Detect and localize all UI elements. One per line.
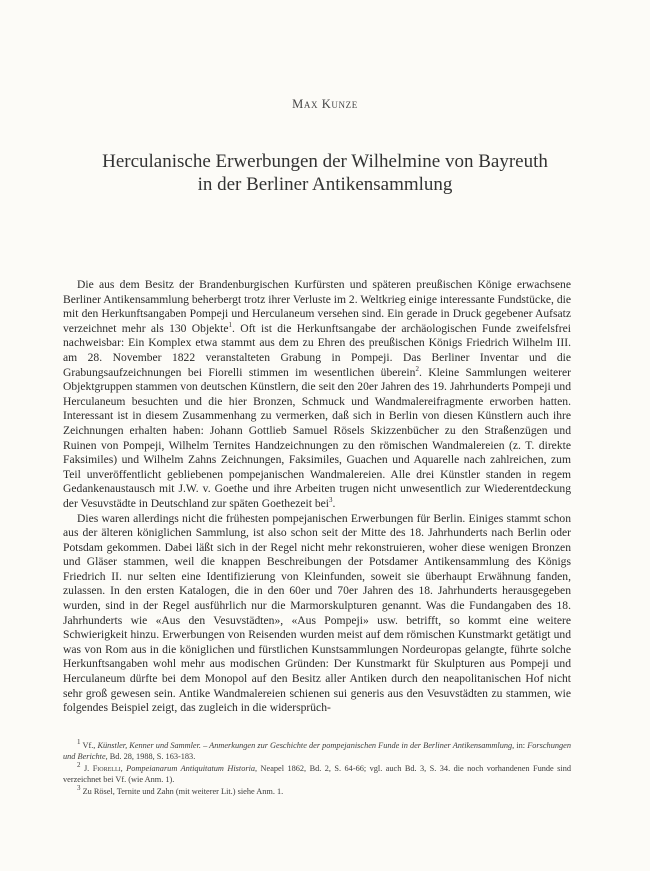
footnote-ref-2: 2 (415, 364, 419, 373)
footnote-text: J. (83, 763, 93, 773)
footnote-number: 2 (77, 761, 81, 770)
text-run: . Oft ist die Herkunftsangabe der archäologischen Funde zweifelsfrei nachweisbar: Ein Komplex etwa stammt aus dem zu Ehren des preußischen Königs Friedrich Wilhelm (63, 321, 571, 350)
footnote-2 (63, 763, 571, 786)
footnote-number: 3 (77, 783, 81, 792)
paragraph-1 (63, 278, 571, 512)
roman-numeral: II (111, 569, 119, 583)
roman-numeral: III (556, 336, 569, 350)
text-run: . am 28. November 1822 veranstalteten Grabung in Pompeji. Das Berliner Inventar und die Grabungsaufzeichnungen bei Fiorelli stimmen im wesentlichen überein (63, 336, 571, 379)
footnote-text: Künstler, Kenner und Sammler. – Anmerkungen zur Geschichte der pompejanischen Funde in der Berliner Antikensammlung (97, 741, 513, 750)
text-run: . (332, 496, 336, 510)
title-line-1: Herculanische Erwerbungen der Wilhelmine von Bayreuth (102, 151, 548, 172)
article-title (0, 150, 650, 196)
footnote-text: , Bd. 28, 1988, S. 163-183. (105, 752, 196, 762)
footnote-text: Fiorelli (92, 763, 121, 773)
footnote-text: , in: (512, 741, 528, 750)
footnote-text: Vf., (82, 741, 98, 750)
paragraph-2 (63, 512, 571, 716)
footnote-text: , (120, 763, 127, 773)
text-run: Die aus dem Besitz der Brandenburgischen Kurfürsten und späteren preußischen Könige erwachsene Berliner Antikensammlung beherbergt trotz ihrer Verluste im 2. Weltkrieg einige interessante Fundstücke, die mit den Herkunftsangaben Pompeji und Herculaneum versehen sind. Ein gerade in Druck gegebener Aufsatz verzeichnet mehr als 130 Objekte (63, 278, 571, 335)
footnote-number: 1 (77, 738, 81, 747)
text-run: . nur selten eine Identifizierung von Kleinfunden, soweit sie überhaupt Erwähnung fanden, zulassen. In den ersten Katalogen, die in den 60er und 70er Jahren des 18. Jahrhunderts herausgegeben wurden, sind in der Regel ausführlich nur die Marmorskulpturen genannt. Was die Fundangaben des 18. Jahrhunderts wie «Aus den Vesuvstädten», «Aus Pompeji» usw. betrifft, so kommt eine weitere Schwierigkeit hinzu. Erwerbungen von Reisenden wurden meist auf dem römischen Kunstmarkt getätigt und was von Rom aus in die königlichen und fürstlichen Kunstsammlungen Nordeuropas gelangte, führte solche Herkunftsangaben wohl mehr aus modischen Gründen: Der Kunstmarkt für Skulpturen aus Pompeji und Herculaneum dürfte bei dem Monopol auf den Besitz aller Antiken durch den neapolitanischen Hof nicht sehr groß gewesen sein. Antike Wandmalereien schienen sui generis aus den Vesuvstädten zu stammen, wie folgendes Beispiel zeigt, das zugleich in die widersprüch- (63, 569, 571, 715)
footnote-text: Pompeianarum Antiquitatum Historia (126, 763, 256, 773)
footnote-1 (63, 740, 571, 763)
article-body (63, 278, 571, 716)
footnote-3 (63, 783, 571, 797)
footnote-text: Forschungen und Berichte (63, 741, 571, 762)
text-run: . Kleine Sammlungen weiterer Objektgruppen stammen von deutschen Künstlern, die seit den 20er Jahren des 19. Jahrhunderts Pompeji und Herculaneum besuchten und die hier Bronzen, Schmuck und Wandmalereifragmente erworben hatten. Interessant ist in diesem Zusammenhang zu vermerken, daß sich in Berlin von diesen Künstlern auch ihre Zeichnungen erhalten haben: Johann Gottlieb Samuel Rösels Skizzenbücher zu den Straßenzügen und Ruinen von Pompeji, Wilhelm Ternites Handzeichnungen zu den römischen Wandmalereien (z. T. direkte Faksimiles) und Wilhelm Zahns Zeichnungen, Faksimiles, Guachen und Aquarelle nach zahlreichen, zum Teil unveröffentlicht gebliebenen pompejanischen Wandmalereien. Alle drei Künstler standen in regem Gedankenaustausch mit J.W. v. Goethe und ihre Arbeiten trugen nicht unwesentlich zur Wiederentdeckung der Vesuvstädte in Deutschland zur späten Goethezeit bei (63, 365, 571, 510)
footnote-ref-3: 3 (329, 496, 333, 505)
text-run: Dies waren allerdings nicht die frühesten pompejanischen Erwerbungen für Berlin. Einiges stammt schon aus der älteren königlichen Sammlung, ist also schon seit der Mitte des 18. Jahrhunderts nach Berlin oder Potsdam gekommen. Dabei läßt sich in der Regel nicht mehr rekonstruieren, woher diese wenigen Bronzen und Gläser stammen, weil die knappen Beschreibungen der Potsdamer Antikensammlung des Königs Friedrich (63, 511, 571, 583)
footnote-text: , Neapel 1862, Bd. 2, S. 64-66; vgl. auch Bd. 3, S. 34. die noch vorhandenen Funde sind verzeichnet bei Vf. (wie Anm. 1). (63, 763, 572, 785)
footnote-ref-1: 1 (228, 320, 232, 329)
title-line-2: in der Berliner Antikensammlung (197, 174, 453, 195)
footnote-text: Zu Rösel, Ternite und Zahn (mit weiterer Lit.) siehe Anm. 1. (82, 786, 284, 796)
footnotes (63, 740, 571, 797)
author-name: Max Kunze (292, 97, 358, 111)
